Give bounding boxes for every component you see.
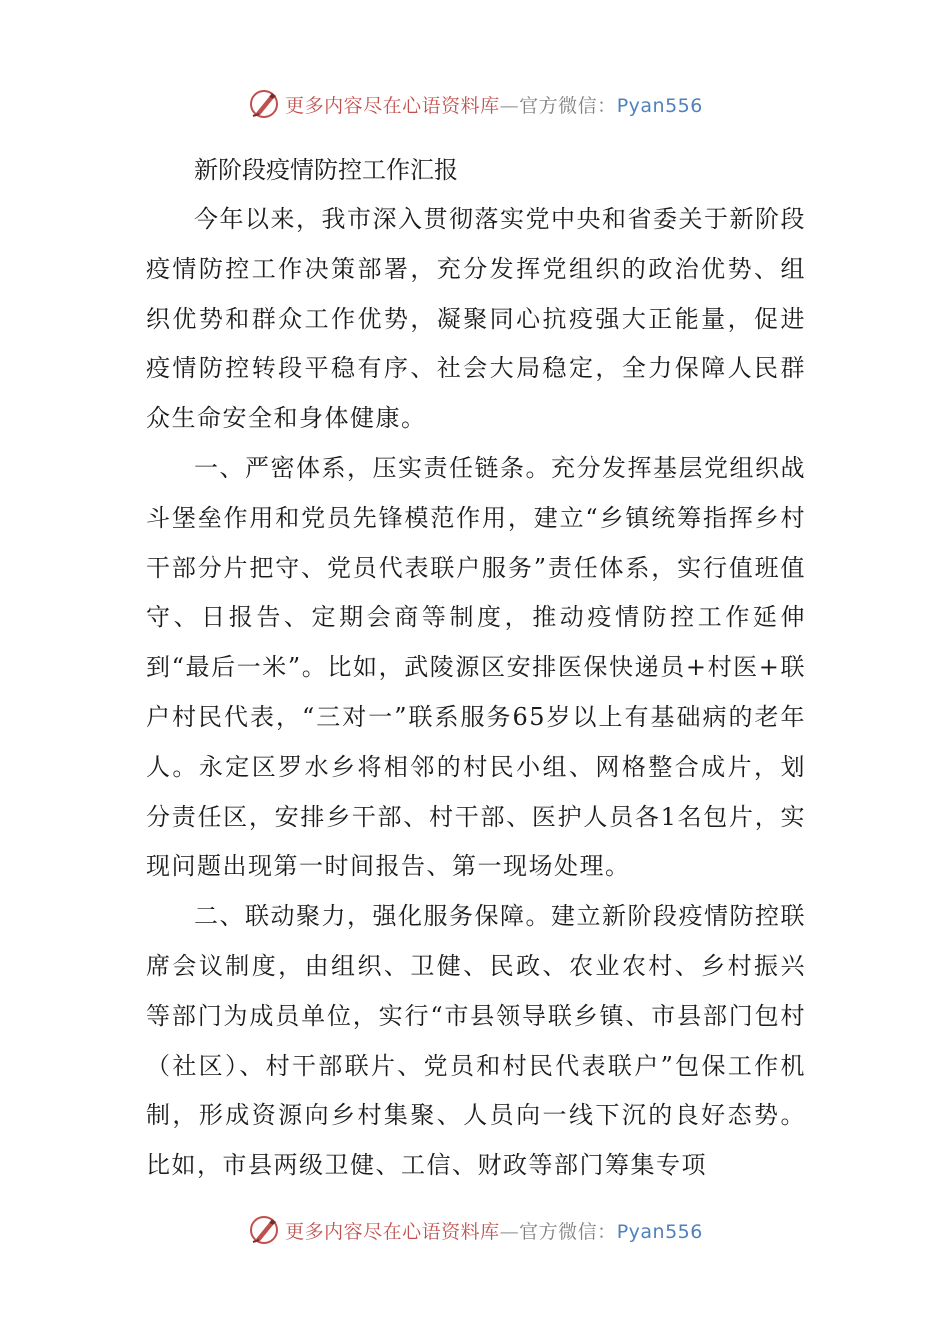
paragraph-section-2: 二、联动聚力，强化服务保障。建立新阶段疫情防控联席会议制度，由组织、卫健、民政、农业农村、乡村振兴等部门为成员单位，实行“市县领导联乡镇、市县部门包村（社区）、村干部联片、党员和村民代表联户”包保工作机制，形成资源向乡村集聚、人员向一线下沉的良好态势。比如，市县两级卫健、工信、财政等部门筹集专项 [146, 902, 806, 1180]
document-title: 新阶段疫情防控工作汇报 [194, 156, 458, 184]
document-body [146, 150, 806, 1191]
watermark-brand: 更多内容尽在心语资料库 [285, 94, 500, 117]
paragraph-section-1: 一、严密体系，压实责任链条。充分发挥基层党组织战斗堡垒作用和党员先锋模范作用，建立“乡镇统筹指挥乡村干部分片把守、党员代表联户服务”责任体系，实行值班值守、日报告、定期会商等制度，推动疫情防控工作延伸到“最后一米”。比如，武陵源区安排医保快递员+村医+联户村民代表，“三对一”联系服务65岁以上有基础病的老年人。永定区罗水乡将相邻的村民小组、网格整合成片，划分责任区，安排乡干部、村干部、医护人员各1名包片，实现问题出现第一时间报告、第一现场处理。 [146, 453, 806, 881]
watermark-label: 官方微信： [519, 1220, 617, 1243]
header-watermark [0, 84, 950, 124]
pen-logo-icon [247, 1213, 281, 1247]
paragraph-intro: 今年以来，我市深入贯彻落实党中央和省委关于新阶段疫情防控工作决策部署，充分发挥党组织的政治优势、组织优势和群众工作优势，凝聚同心抗疫强大正能量，促进疫情防控转段平稳有序、社会大局稳定，全力保障人民群众生命安全和身体健康。 [146, 205, 806, 433]
watermark-brand: 更多内容尽在心语资料库 [285, 1220, 500, 1243]
watermark-dash: — [499, 94, 520, 117]
watermark-account: Pyan556 [616, 94, 703, 117]
watermark-dash: — [499, 1220, 520, 1243]
footer-watermark [0, 1210, 950, 1250]
pen-logo-icon [247, 87, 281, 121]
watermark-label: 官方微信： [519, 94, 617, 117]
watermark-account: Pyan556 [616, 1220, 703, 1243]
